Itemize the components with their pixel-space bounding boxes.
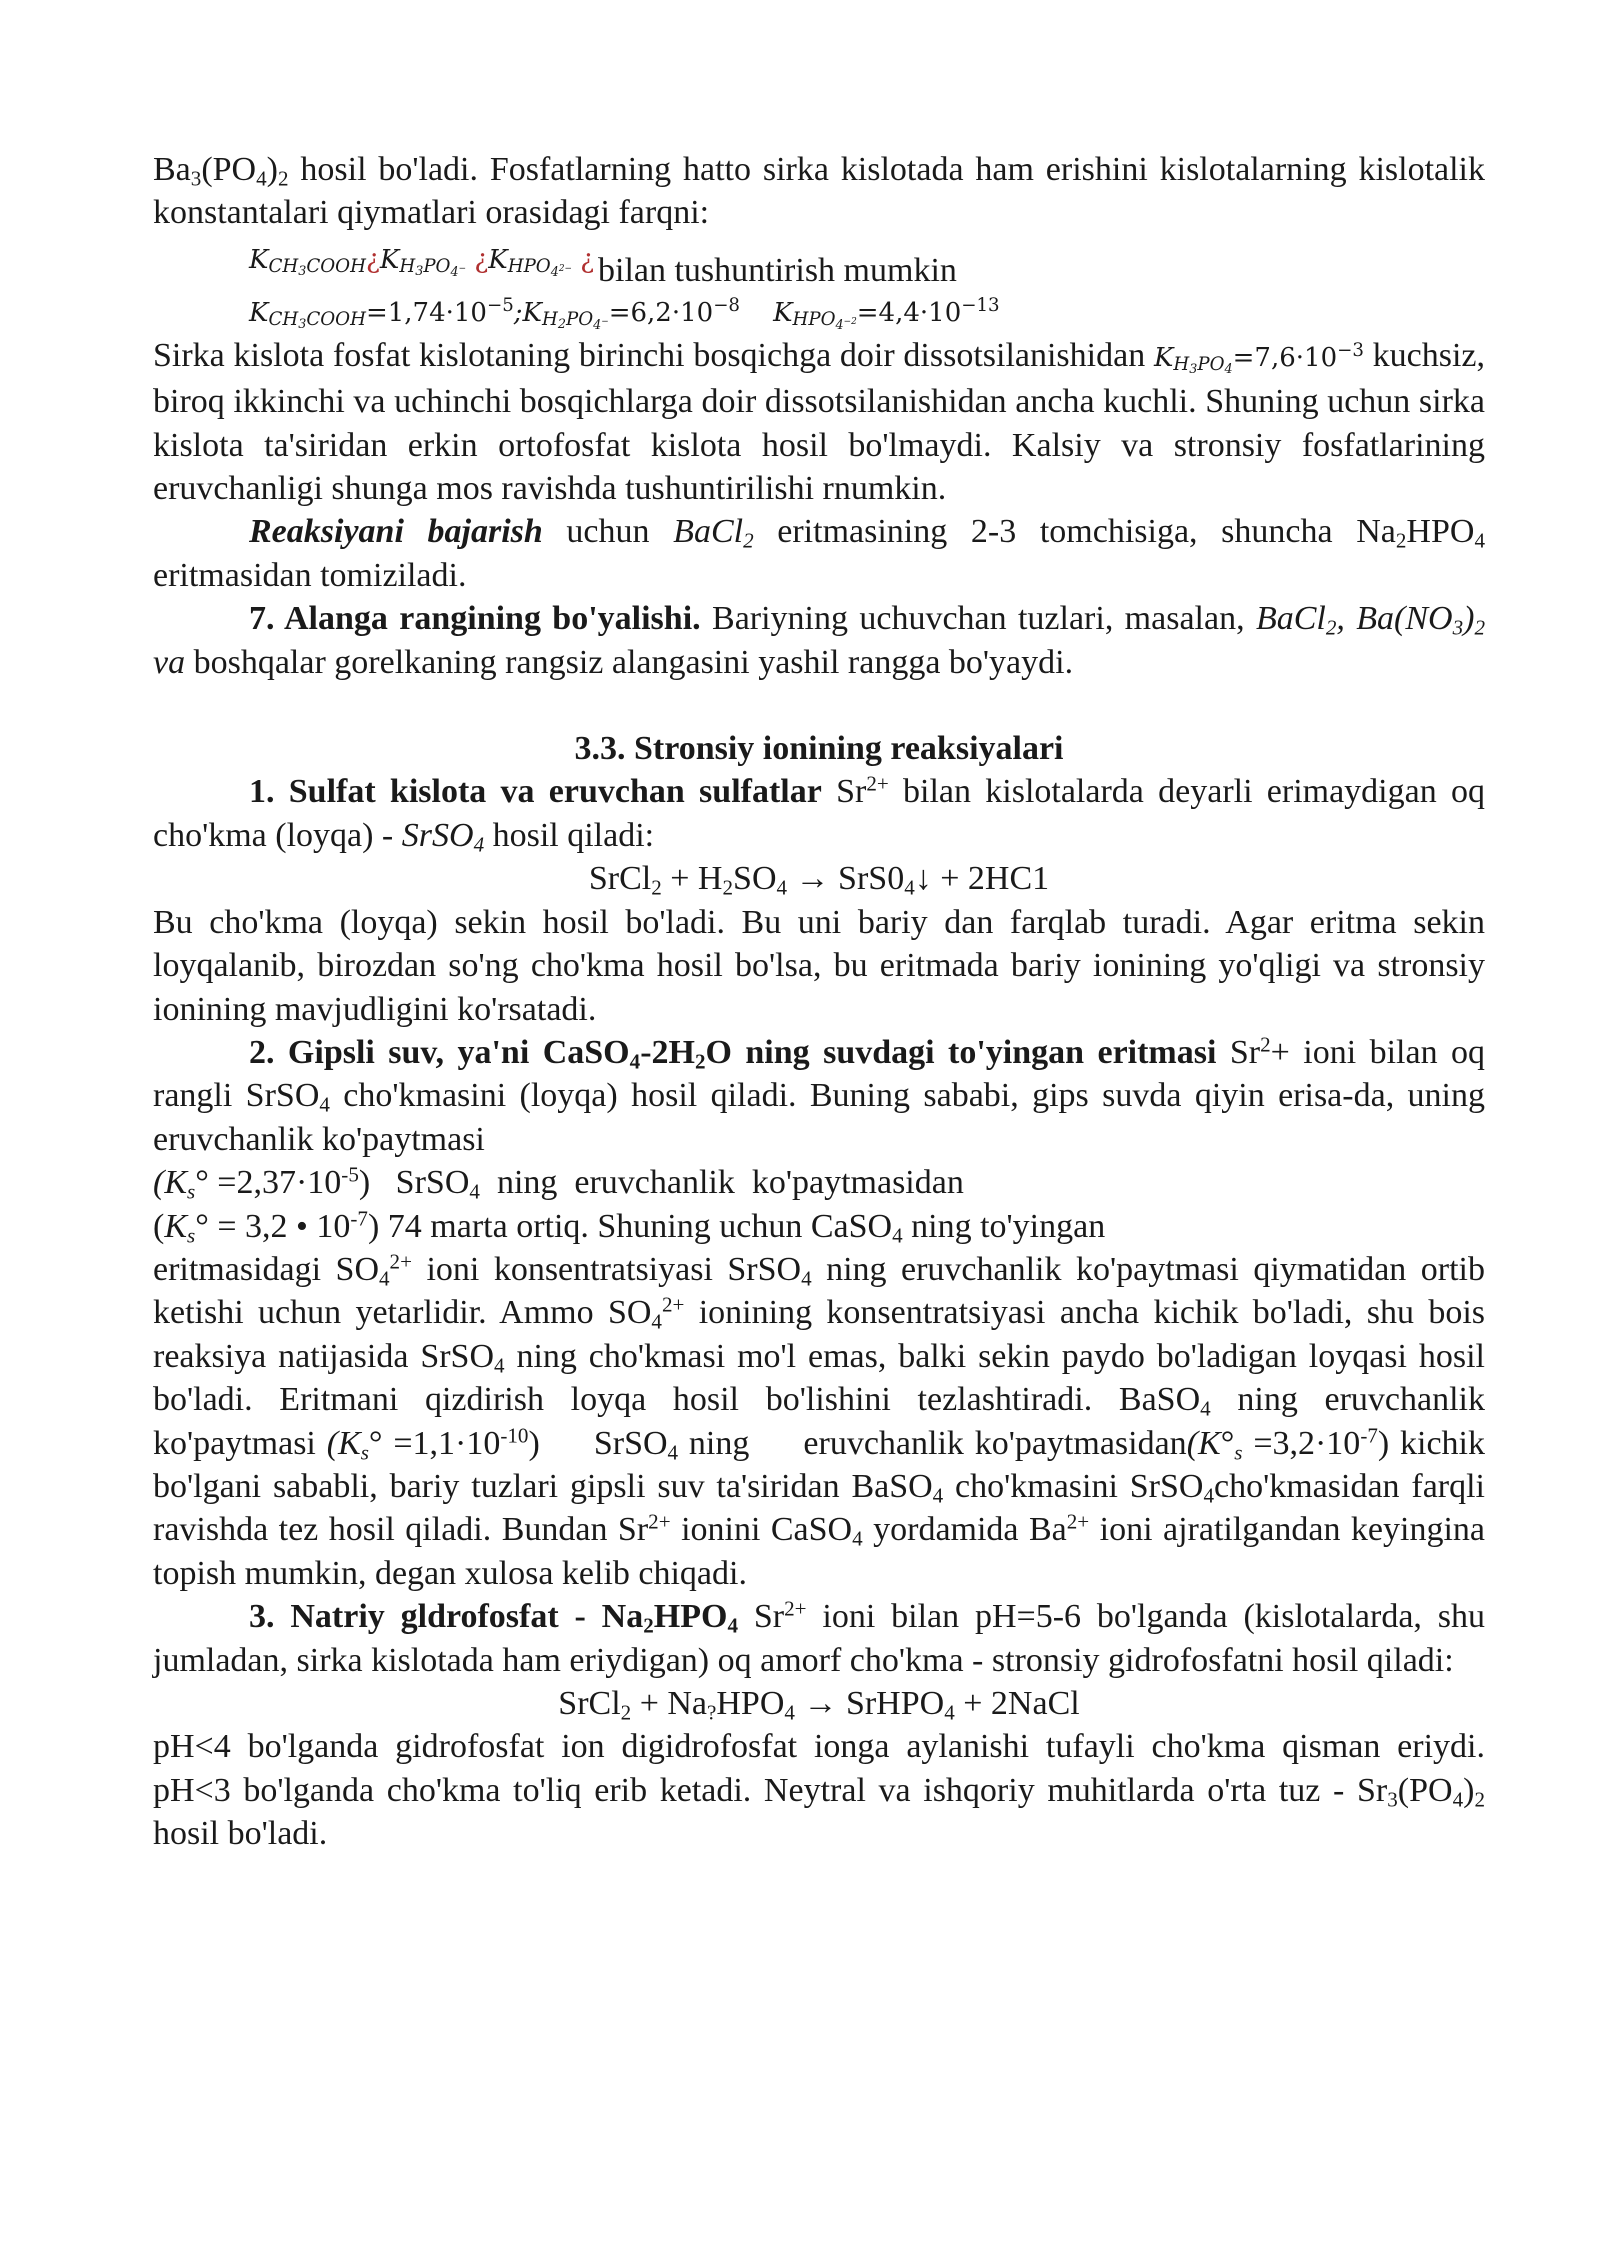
math-sub: COOH (306, 256, 366, 278)
subscript: 4 (784, 1700, 795, 1725)
text: ( (153, 1207, 165, 1245)
math-sub: H (1173, 354, 1190, 376)
text: ° = 3,2 • 10 (195, 1207, 351, 1245)
math-sup: −2 (843, 316, 857, 327)
text: yordamida Ba (862, 1511, 1067, 1549)
italic-formula: , (1336, 600, 1345, 638)
math-symbol: K (249, 244, 269, 275)
math-sub: HPO (507, 256, 551, 278)
text: kuchsiz, biroq ikkinchi va uchinchi bosqichlarga doir dissotsilanishidan ancha kuchli. Shuning uchun sirka kislota ta'siridan erkin ortofosfat kislota hosil bo'lmaydi. Kalsiy va stronsiy fosfatlarining eruvchanligi shunga mos ravishda tushuntirilishi rnumkin. (153, 336, 1486, 508)
math-sup: 2− (558, 263, 572, 274)
paragraph-concentration (153, 1248, 1485, 1595)
math-sub: PO (1197, 354, 1225, 376)
bold-text: -2H (640, 1033, 695, 1071)
text: (PO (201, 151, 257, 188)
subscript: 4 (494, 1353, 505, 1378)
math-symbol: K (773, 297, 793, 328)
line-ks-gypsum (153, 1161, 1485, 1204)
bold-text: 1. Sulfat kislota va eruvchan sulfatlar (249, 773, 822, 811)
math-sup: −8 (713, 294, 740, 316)
math-sub: 3 (298, 264, 307, 280)
math-sub: 4 (550, 264, 559, 280)
text: bilan kislotalarda deyarli erimaydigan oq cho'kma (loyqa) - (153, 773, 1485, 854)
paragraph-precipitate: Bu cho'kma (loyqa) sekin hosil bo'ladi. Bu uni bariy dan farqlab turadi. Agar eritma sekin loyqalanib, birozdan so'ng cho'kma hosil bo'lsa, bu eritmada bariy ionining yo'qligi va stronsiy ionining mavjudligini ko'rsatadi. (153, 903, 1485, 1028)
text: SrCl (588, 860, 652, 898)
subscript: 4 (256, 166, 267, 191)
math-symbol: K (522, 297, 542, 328)
subscript: 4 (776, 875, 788, 900)
subscript: 3 (1387, 1787, 1398, 1812)
subscript: 4 (379, 1266, 390, 1291)
subscript: s (1234, 1439, 1243, 1464)
text: cho'kmasini (loyqa) hosil qiladi. Buning sababi, gips suvda qiyin erisa-da, uning eruvchanlik ko'paytmasi (153, 1077, 1486, 1158)
subscript: 2 (1474, 1787, 1485, 1812)
superscript: -5 (341, 1162, 359, 1187)
math-value: =7,6·10 (1232, 342, 1338, 373)
bold-text: 2. Gipsli suv, ya'ni CaSO (249, 1033, 630, 1071)
math-expression (1154, 337, 1364, 380)
text: + 2NaCl (954, 1685, 1080, 1722)
text: ioni bilan pH=5-6 bo'lganda (kislotalarda, shu jumladan, sirka kislotada ham eriydigan) oq amorf cho'kma - stronsiy gidrofosfatni hosil qiladi: (153, 1598, 1485, 1679)
text: bilan tushuntirish mumkin (598, 251, 957, 289)
text: uchun (542, 513, 674, 551)
subscript: 4 (1474, 528, 1485, 553)
paragraph-gypsum-water (153, 1031, 1485, 1161)
text: ) SrSO (358, 1164, 470, 1202)
text: SrCl (558, 1685, 621, 1722)
section-heading (153, 727, 1485, 770)
text: ionining konsentratsiyasi ancha kichik bo'ladi, shu bois reaksiya natijasida SrSO (153, 1294, 1485, 1375)
text: cho'kmasidan farqli ravishda tez hosil qiladi. Bundan Sr (153, 1467, 1485, 1549)
superscript: 2+ (1066, 1509, 1090, 1534)
subscript: 4 (319, 1092, 330, 1117)
text: ning eruvchanlik ko'paytmasi (153, 1381, 1485, 1462)
math-sub: 3 (1189, 362, 1198, 378)
math-value: =1,74·10 (365, 297, 487, 328)
subscript: 4 (469, 1179, 480, 1204)
math-sub: 4 (593, 317, 602, 333)
math-sub: 2 (557, 317, 566, 333)
text: ioni konsentratsiyasi SrSO (411, 1250, 802, 1288)
text: ning eruvchanlik ko'paytmasi qiymatidan ortib ketishi uchun yetarlidir. Ammo SO (153, 1250, 1485, 1332)
superscript: 2+ (784, 1596, 807, 1621)
subscript: s (360, 1439, 369, 1464)
paragraph-reaction-procedure (153, 510, 1485, 597)
math-value: =4,4·10 (856, 297, 962, 328)
text: hosil qiladi: (484, 816, 655, 854)
formula-constants-comparison (153, 235, 1485, 289)
text: Sr (1216, 1033, 1261, 1071)
math-expression (249, 239, 594, 282)
superscript: 2+ (661, 1292, 685, 1317)
math-sub: COOH (306, 309, 366, 331)
paragraph-phosphate-intro (153, 148, 1485, 235)
math-sub: PO (565, 309, 594, 331)
math-sup: −13 (961, 294, 1000, 316)
subscript: 4 (932, 1483, 944, 1508)
bold-text: O ning suvdagi to'yingan eritmasi (705, 1033, 1217, 1071)
subscript: 2 (1395, 528, 1407, 553)
italic-symbol: (K (326, 1424, 361, 1462)
subscript: 2 (1325, 615, 1337, 640)
text: Sr (738, 1598, 785, 1636)
subscript: 2 (694, 1049, 706, 1074)
subscript: 3 (1452, 615, 1464, 640)
subscript: 2 (278, 166, 289, 191)
text: eritmasining 2-3 tomchisiga, shuncha Na (753, 513, 1396, 551)
math-glyph: ¿ (474, 244, 489, 275)
subscript: 4 (667, 1439, 679, 1464)
superscript: 2+ (648, 1509, 671, 1534)
subscript: 2 (620, 1700, 632, 1725)
subscript: 4 (629, 1049, 641, 1074)
subscript: 4 (1452, 1787, 1464, 1812)
paragraph-flame-color (153, 597, 1485, 684)
italic-formula: ) (1463, 600, 1475, 638)
math-expression (249, 292, 1000, 335)
italic-formula: BaCl (1255, 600, 1326, 638)
text: ° (1220, 1424, 1235, 1462)
math-sub: CH (268, 256, 299, 278)
math-glyph: ; (513, 297, 523, 328)
text: ° =1,1·10 (368, 1424, 501, 1462)
superscript: -7 (350, 1205, 368, 1230)
subscript: 4 (1203, 1483, 1215, 1508)
subscript: s (187, 1179, 196, 1204)
paragraph-sulfate (153, 770, 1485, 857)
subscript: 2 (743, 528, 754, 553)
text: =3,2·10 (1242, 1424, 1361, 1462)
math-sup: −3 (1337, 339, 1364, 361)
text: → SrS0 (787, 860, 905, 898)
italic-symbol: K (164, 1207, 188, 1245)
subscript: 4 (801, 1266, 812, 1291)
superscript: 2+ (389, 1249, 412, 1274)
text: SO (733, 860, 777, 898)
math-symbol: K (249, 297, 269, 328)
math-sub: 3 (415, 264, 424, 280)
document-page (153, 148, 1485, 1856)
text: ° =2,37·10 (195, 1164, 342, 1202)
italic-symbol: (K (153, 1164, 187, 1202)
text: eritmasidan tomiziladi. (153, 556, 467, 594)
text: pH<4 bo'lganda gidrofosfat ion digidrofosfat ionga aylanishi tufayli cho'kma qisman eriydi. pH<3 bo'lganda cho'kma to'liq erib ketadi. Neytral va ishqoriy muhitlarda o'rta tuz - Sr (153, 1728, 1485, 1809)
italic-formula: BaCl (673, 513, 744, 551)
superscript: -10 (500, 1422, 529, 1447)
italic-formula: va (153, 643, 186, 681)
text: eritmasidagi SO (153, 1250, 379, 1288)
math-sub: 4 (450, 264, 459, 280)
subscript: 2 (643, 1613, 654, 1638)
subscript: 2 (722, 875, 734, 900)
text: → SrHPO (794, 1685, 945, 1722)
text: Ba (153, 151, 191, 188)
math-sub: H (541, 309, 558, 331)
math-sup: − (601, 316, 609, 327)
math-sup: −5 (486, 294, 514, 316)
superscript: 2 (1260, 1032, 1271, 1057)
text: hosil bo'ladi. (153, 1815, 328, 1853)
text: + H (661, 860, 723, 898)
subscript: 4 (944, 1700, 955, 1725)
heading-text: 3.3. Stronsiy ionining reaksiyalari (574, 730, 1064, 768)
text: ionini CaSO (670, 1511, 853, 1549)
text: ) 74 marta ortiq. Shuning uchun CaSO (367, 1207, 893, 1245)
text: ning eruvchanlik ko'paytmasidan (678, 1424, 1187, 1462)
bold-text: 3. Natriy gldrofosfat - Na (249, 1598, 644, 1636)
math-symbol: K (379, 244, 400, 275)
subscript: ? (707, 1700, 717, 1725)
paragraph-acetic-acid (153, 334, 1485, 511)
math-sup: − (458, 263, 467, 274)
text: ↓ + 2HC1 (914, 860, 1050, 898)
subscript: 4 (904, 875, 915, 900)
paragraph-ph-conditions (153, 1725, 1485, 1855)
italic-formula: SrSO (401, 816, 474, 854)
italic-symbol: (K (1186, 1424, 1221, 1462)
text: ) (266, 151, 278, 188)
bold-italic-text: Reaksiyani bajarish (249, 513, 543, 551)
subscript: 4 (473, 832, 485, 857)
text: ) kichik bo'lgani sababli, bariy tuzlari gipsli suv ta'siridan BaSO (153, 1424, 1485, 1505)
text: hosil bo'ladi. Fosfatlarning hatto sirka kislotada ham erishini kislotalarning kislotalik konstantalari qiymatlari orasidagi farqni: (153, 151, 1485, 232)
math-sub: H (399, 256, 416, 278)
subscript: 4 (651, 1309, 662, 1334)
math-value: =6,2·10 (608, 297, 714, 328)
text: ioni ajratilgandan keyingina topish mumkin, degan xulosa kelib chiqadi. (153, 1511, 1486, 1592)
superscript: 2+ (866, 771, 889, 796)
text: ning cho'kmasi mo'l emas, balki sekin paydo bo'ladigan loyqasi hosil bo'ladi. Eritmani qizdirish loyqa hosil bo'lishini tezlashtiradi. BaSO (153, 1337, 1485, 1419)
subscript: 2 (1474, 615, 1485, 640)
text: Sr (821, 773, 867, 811)
subscript: 4 (892, 1222, 903, 1247)
superscript: -7 (1360, 1422, 1378, 1447)
math-symbol: K (1153, 342, 1174, 373)
text: boshqalar gorelkaning rangsiz alangasini yashil rangga bo'yaydi. (185, 643, 1074, 681)
math-sub: 3 (298, 317, 307, 333)
text: + ioni bilan oq rangli SrSO (153, 1033, 1486, 1115)
text: ning eruvchanlik ko'paytmasidan (479, 1164, 964, 1202)
text: cho'kmasini SrSO (943, 1467, 1204, 1505)
formula-constants-values (153, 278, 1485, 334)
math-symbol: K (488, 244, 508, 275)
text: (PO (1397, 1771, 1453, 1809)
subscript: 4 (852, 1526, 863, 1551)
subscript: 4 (1200, 1396, 1211, 1421)
bold-text: 7. Alanga rangining bo'yalishi. (249, 600, 701, 638)
text: Bariyning uchuvchan tuzlari, masalan, (700, 600, 1256, 638)
text: ) (1463, 1771, 1475, 1809)
paragraph-sodium-hydrophosphate (153, 1595, 1485, 1682)
subscript: 3 (190, 166, 202, 191)
text: + Na (631, 1685, 708, 1722)
math-sub: 4 (835, 317, 844, 333)
equation-sulfate (153, 857, 1485, 900)
text: ning to'yingan (902, 1207, 1106, 1245)
math-glyph: ¿ (580, 244, 595, 275)
math-glyph: ¿ (365, 244, 380, 275)
subscript: 2 (651, 875, 662, 900)
math-sub: PO (423, 256, 451, 278)
equation-hydrophosphate (153, 1682, 1485, 1725)
math-sub: 4 (1224, 362, 1233, 378)
subscript: 4 (727, 1613, 738, 1638)
spacer (153, 684, 1485, 727)
text: ) SrSO (528, 1424, 668, 1462)
subscript: s (187, 1222, 196, 1247)
math-sub: CH (268, 309, 299, 331)
bold-text: HPO (653, 1598, 728, 1636)
math-sub: HPO (792, 309, 836, 331)
text: HPO (1406, 513, 1475, 551)
text: Sirka kislota fosfat kislotaning birinchi bosqichga doir dissotsilanishidan (153, 336, 1146, 374)
line-ks-strontium (153, 1205, 1485, 1248)
italic-formula: Ba(NO (1356, 600, 1453, 638)
text: HPO (716, 1685, 785, 1722)
